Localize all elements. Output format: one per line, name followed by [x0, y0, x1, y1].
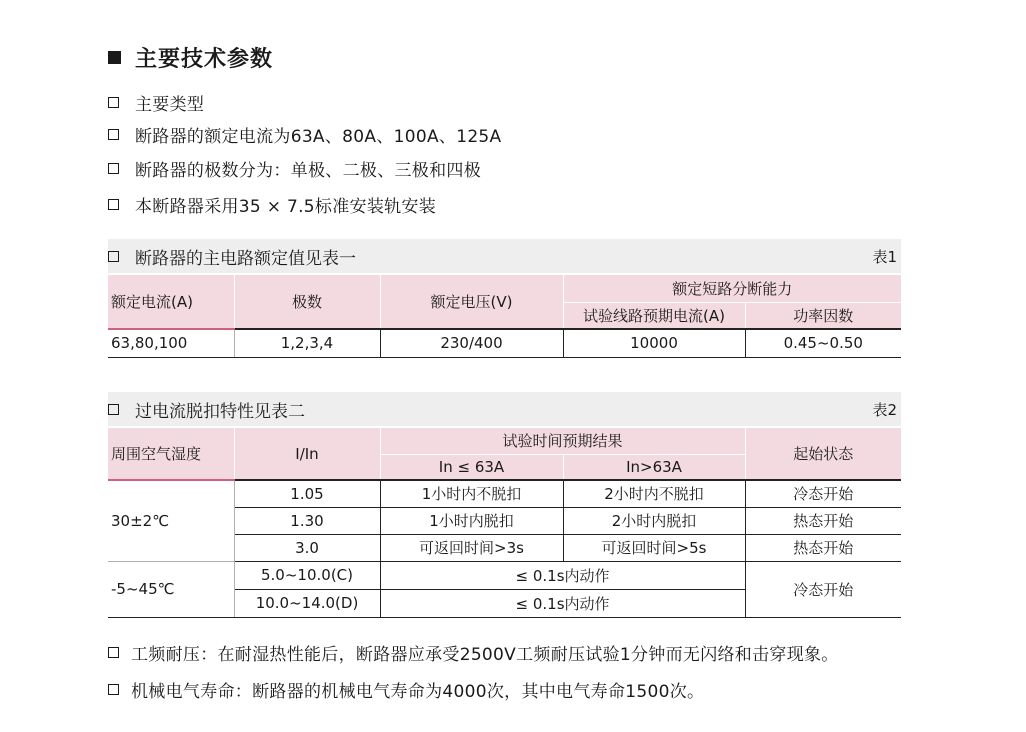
table1-tag: 表1 [872, 247, 897, 266]
table-cell: 63,80,100 [108, 329, 234, 357]
table1 [108, 275, 901, 358]
table1-header-prospective-current: 试验线路预期电流(A) [563, 302, 745, 329]
note-text: 工频耐压：在耐湿热性能后，断路器应承受2500V工频耐压试验1分钟而无闪络和击穿现象。 [131, 645, 839, 665]
table1-caption: 断路器的主电路额定值见表一 [135, 248, 356, 269]
bullet-text: 主要类型 [135, 95, 205, 115]
table2 [108, 428, 901, 618]
table-cell: 1.30 [234, 507, 380, 534]
square-bullet-icon [108, 404, 119, 415]
table-row [108, 561, 901, 589]
bullet-text: 本断路器采用35 × 7.5标准安装轨安装 [135, 197, 437, 217]
square-bullet-icon [108, 163, 119, 174]
table-cell: 10.0~14.0(D) [234, 589, 380, 617]
table-cell: 冷态开始 [745, 480, 901, 507]
table2-tag: 表2 [872, 400, 897, 419]
bullet-item [108, 156, 481, 181]
table2-header-ambient: 周围空气湿度 [108, 428, 234, 480]
table2-temp-group1: 30±2℃ [108, 480, 234, 561]
table-cell: ≤ 0.1s内动作 [380, 589, 745, 617]
table2-caption: 过电流脱扣特性见表二 [135, 401, 305, 422]
table-cell: 3.0 [234, 534, 380, 561]
table-cell: 0.45~0.50 [745, 329, 901, 357]
table-cell: 可返回时间>5s [563, 534, 745, 561]
note-text: 机械电气寿命：断路器的机械电气寿命为4000次，其中电气寿命1500次。 [131, 682, 705, 702]
filled-square-icon [108, 51, 121, 64]
table-cell: 2小时内脱扣 [563, 507, 745, 534]
table1-header-rated-current: 额定电流(A) [108, 275, 234, 329]
table-row [108, 329, 901, 357]
bullet-item [108, 122, 501, 147]
table2-header-ratio: I/In [234, 428, 380, 480]
table1-header-rated-voltage: 额定电压(V) [380, 275, 563, 329]
table-cell: 2小时内不脱扣 [563, 480, 745, 507]
bullet-text: 断路器的额定电流为63A、80A、100A、125A [135, 127, 502, 147]
section-title [108, 42, 273, 73]
table-cell: 1,2,3,4 [234, 329, 380, 357]
table2-header-gt63: In>63A [563, 454, 745, 480]
table-cell: 热态开始 [745, 534, 901, 561]
square-bullet-icon [108, 129, 119, 140]
bullet-item [108, 192, 436, 217]
table1-header-short-circuit: 额定短路分断能力 [563, 275, 901, 302]
note-item [108, 677, 704, 702]
table-row [108, 480, 901, 507]
square-bullet-icon [108, 647, 119, 658]
table-cell: 10000 [563, 329, 745, 357]
note-item [108, 640, 839, 665]
square-bullet-icon [108, 684, 119, 695]
table1-header-poles: 极数 [234, 275, 380, 329]
table1-caption-bar [108, 239, 901, 273]
square-bullet-icon [108, 251, 119, 262]
table2-header-le63: In ≤ 63A [380, 454, 563, 480]
table2-caption-bar [108, 392, 901, 426]
table-cell: 可返回时间>3s [380, 534, 563, 561]
table2-header-test-result: 试验时间预期结果 [380, 428, 745, 454]
table-cell: 5.0~10.0(C) [234, 561, 380, 589]
table-cell: 热态开始 [745, 507, 901, 534]
bullet-text: 断路器的极数分为：单极、二极、三极和四极 [135, 161, 481, 181]
table1-header-power-factor: 功率因数 [745, 302, 901, 329]
square-bullet-icon [108, 199, 119, 210]
table-cell: 1小时内脱扣 [380, 507, 563, 534]
table2-header-initial-state: 起始状态 [745, 428, 901, 480]
table2-temp-group2: -5~45℃ [108, 561, 234, 617]
square-bullet-icon [108, 97, 119, 108]
table-cell: 230/400 [380, 329, 563, 357]
section-title-text: 主要技术参数 [135, 47, 274, 72]
bullet-item [108, 90, 204, 115]
table-cell: 1.05 [234, 480, 380, 507]
table-cell: ≤ 0.1s内动作 [380, 561, 745, 589]
table-cell: 1小时内不脱扣 [380, 480, 563, 507]
table2-group2-state: 冷态开始 [745, 561, 901, 617]
